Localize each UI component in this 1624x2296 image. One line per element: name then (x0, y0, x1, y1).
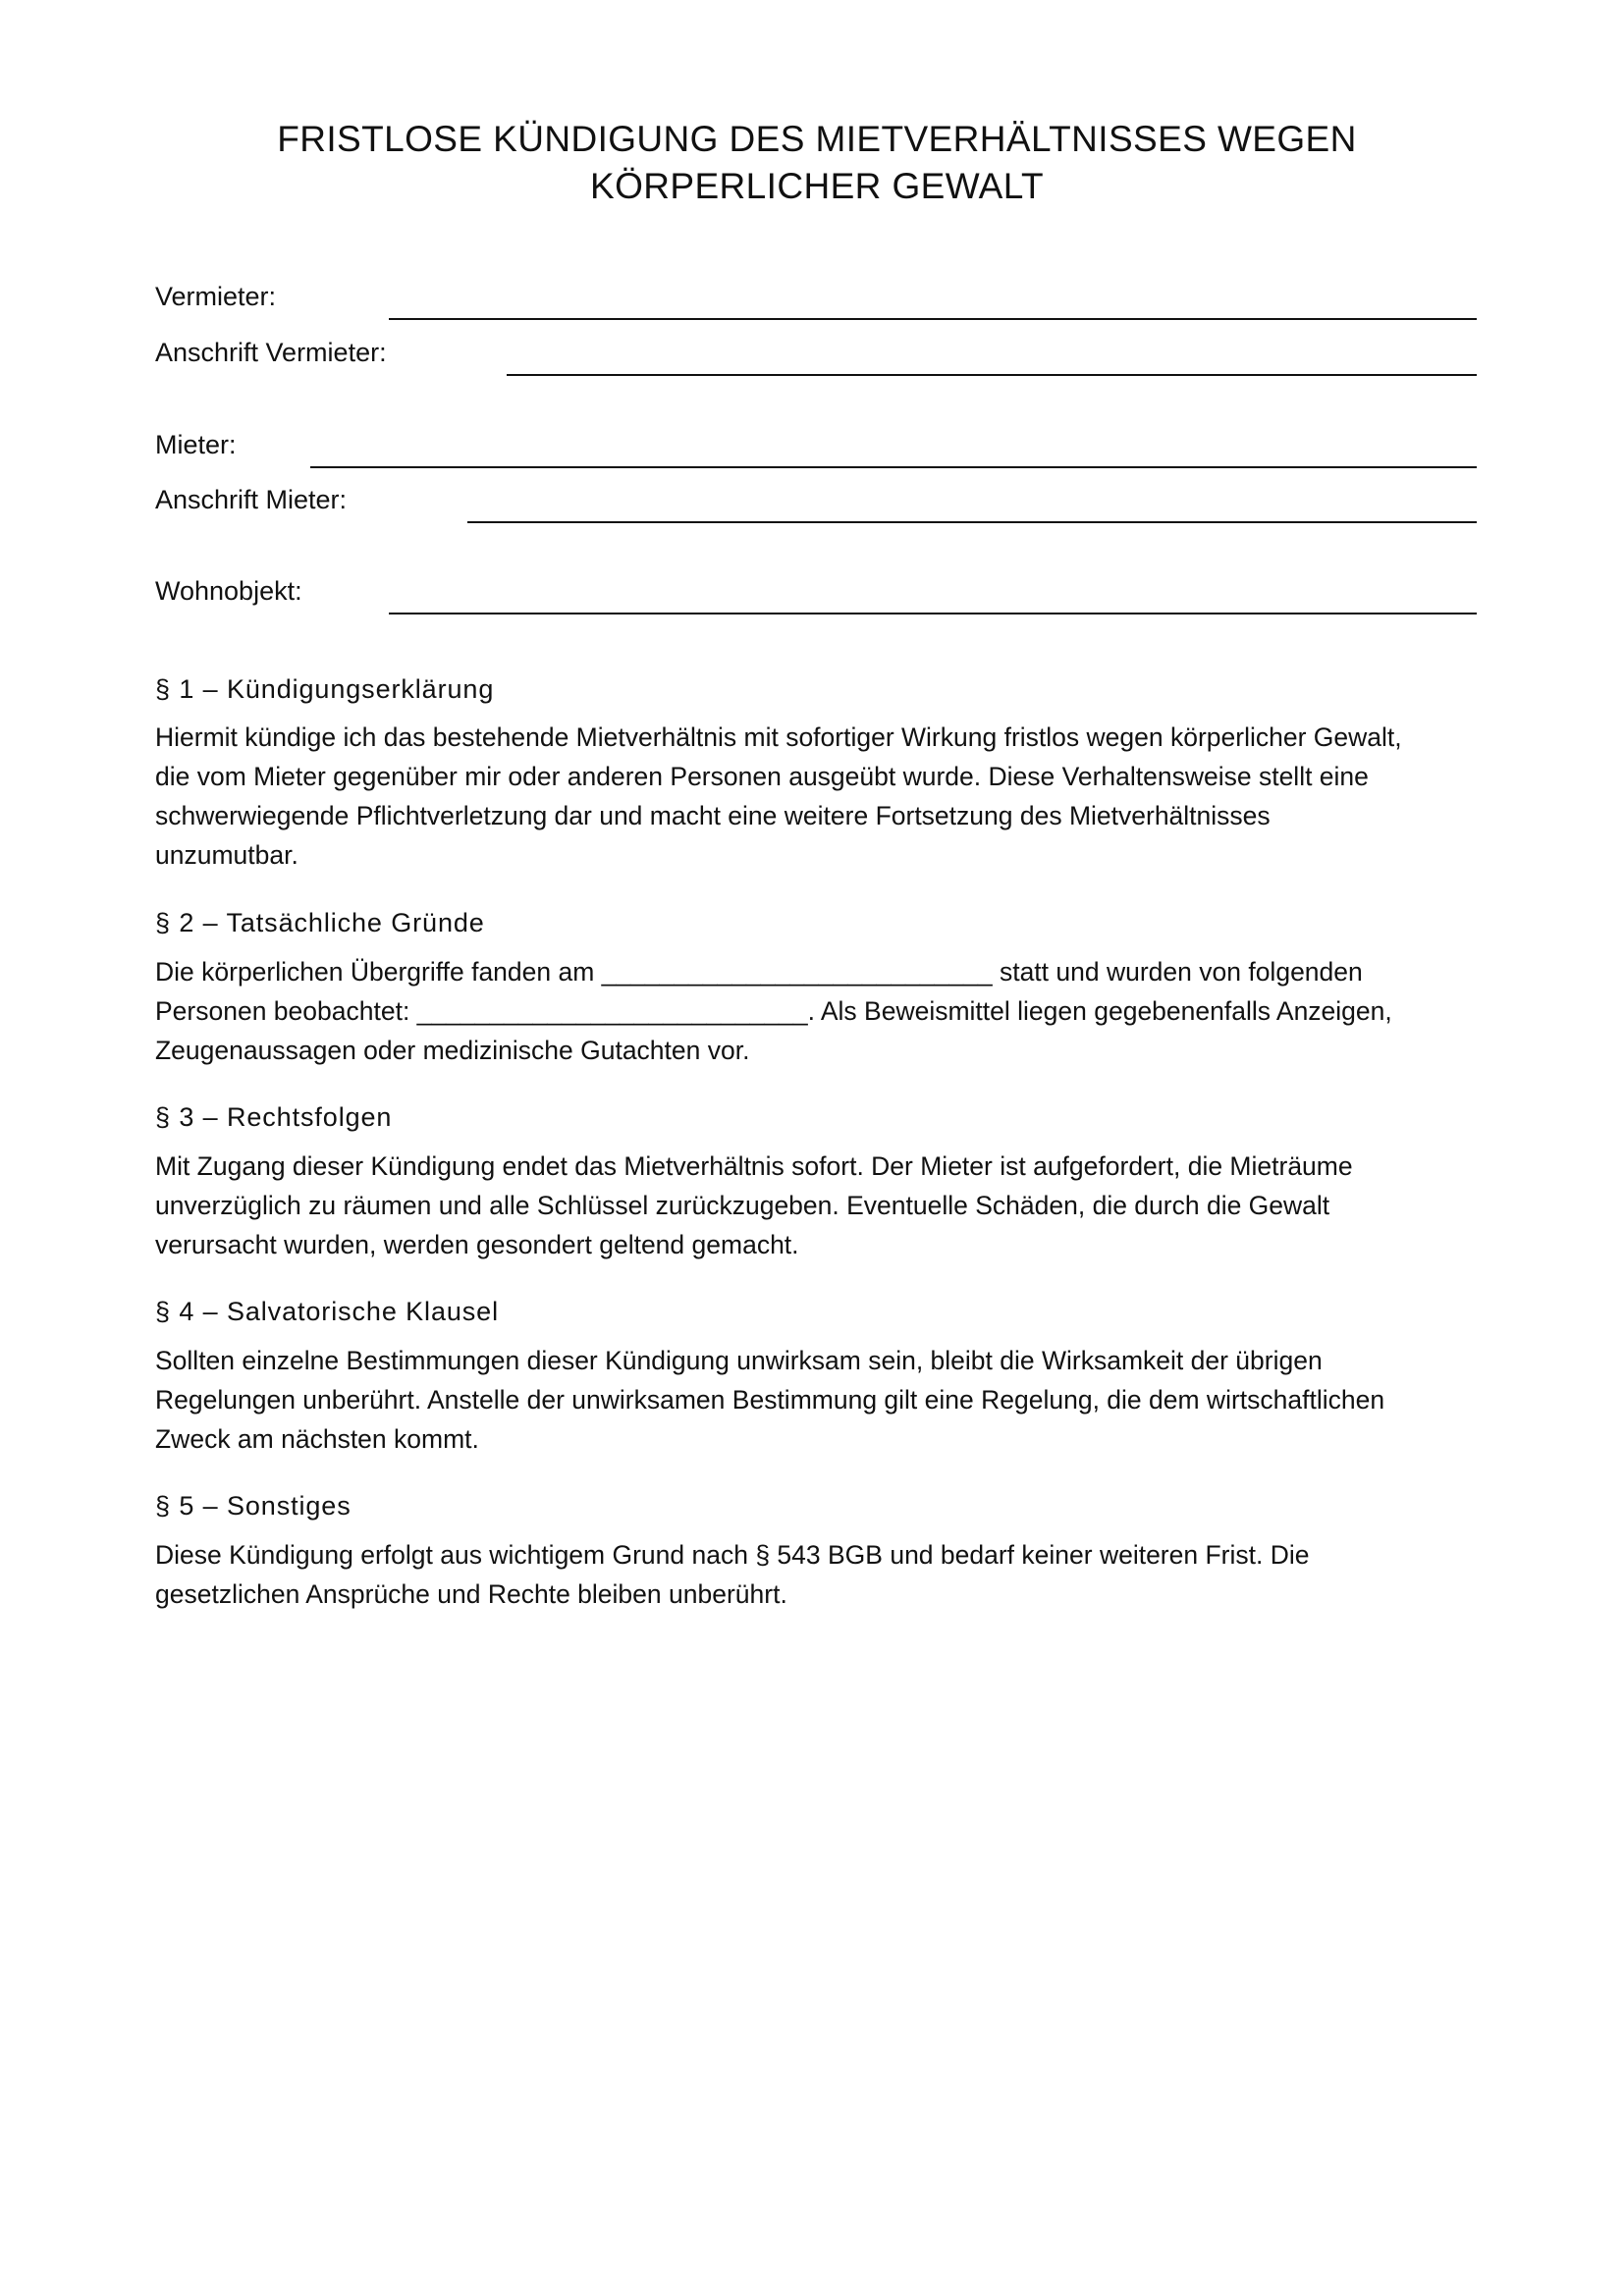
section-2-line: Zeugenaussagen oder medizinische Gutachten vor. (155, 1036, 750, 1065)
section-2-line: Personen beobachtet: ___________________________. Als Beweismittel liegen gegebenenfalls Anzeigen, (155, 996, 1392, 1026)
fill-line-vermieter[interactable] (389, 318, 1477, 320)
field-vermieter (155, 275, 1477, 320)
section-3-heading: § 3 – Rechtsfolgen (155, 1102, 393, 1132)
field-anschrift-vermieter (155, 331, 1477, 376)
section-5-heading: § 5 – Sonstiges (155, 1491, 352, 1521)
section-1-line: die vom Mieter gegenüber mir oder anderen Personen ausgeübt wurde. Diese Verhaltensweise stellt eine (155, 762, 1369, 791)
section-1-body (155, 718, 1481, 875)
field-anschrift-mieter (155, 478, 1477, 523)
document-title-line-2: KÖRPERLICHER GEWALT (590, 166, 1044, 206)
field-label-anschrift-vermieter: Anschrift Vermieter: (155, 338, 387, 367)
document-title-line-1: FRISTLOSE KÜNDIGUNG DES MIETVERHÄLTNISSES WEGEN (277, 119, 1357, 159)
section-4-heading: § 4 – Salvatorische Klausel (155, 1297, 499, 1326)
section-4-body (155, 1341, 1481, 1459)
field-label-wohnobjekt: Wohnobjekt: (155, 576, 302, 606)
section-5-line: Diese Kündigung erfolgt aus wichtigem Grund nach § 543 BGB und bedarf keiner weiteren Frist. Die (155, 1540, 1310, 1570)
fill-line-wohnobjekt[interactable] (389, 613, 1477, 614)
field-label-vermieter: Vermieter: (155, 282, 277, 311)
section-3-body (155, 1147, 1481, 1264)
field-mieter (155, 423, 1477, 468)
section-3-line: Mit Zugang dieser Kündigung endet das Mietverhältnis sofort. Der Mieter ist aufgefordert, die Mieträume (155, 1151, 1353, 1181)
section-4-line: Regelungen unberührt. Anstelle der unwirksamen Bestimmung gilt eine Regelung, die dem wirtschaftlichen (155, 1385, 1385, 1415)
field-label-anschrift-mieter: Anschrift Mieter: (155, 485, 348, 514)
section-2-line: Die körperlichen Übergriffe fanden am ___________________________ statt und wurden von folgenden (155, 957, 1363, 987)
section-3-line: verursacht wurden, werden gesondert geltend gemacht. (155, 1230, 799, 1259)
section-2-body (155, 952, 1481, 1070)
section-1-heading: § 1 – Kündigungserklärung (155, 674, 495, 704)
section-1-line: unzumutbar. (155, 840, 298, 870)
section-4-line: Zweck am nächsten kommt. (155, 1424, 479, 1454)
fill-line-anschrift-vermieter[interactable] (507, 374, 1477, 376)
section-3-line: unverzüglich zu räumen und alle Schlüssel zurückzugeben. Eventuelle Schäden, die durch die Gewalt (155, 1191, 1330, 1220)
section-5-line: gesetzlichen Ansprüche und Rechte bleiben unberührt. (155, 1579, 787, 1609)
field-label-mieter: Mieter: (155, 430, 237, 459)
section-4-line: Sollten einzelne Bestimmungen dieser Kündigung unwirksam sein, bleibt die Wirksamkeit der übrigen (155, 1346, 1323, 1375)
section-2-heading: § 2 – Tatsächliche Gründe (155, 908, 485, 937)
section-1-line: schwerwiegende Pflichtverletzung dar und macht eine weitere Fortsetzung des Mietverhältnisses (155, 801, 1271, 830)
section-1-line: Hiermit kündige ich das bestehende Mietverhältnis mit sofortiger Wirkung fristlos wegen körperlicher Gewalt, (155, 722, 1402, 752)
section-5-body (155, 1535, 1481, 1614)
fill-line-mieter[interactable] (310, 466, 1477, 468)
fill-line-anschrift-mieter[interactable] (467, 521, 1477, 523)
field-wohnobjekt (155, 569, 1477, 614)
